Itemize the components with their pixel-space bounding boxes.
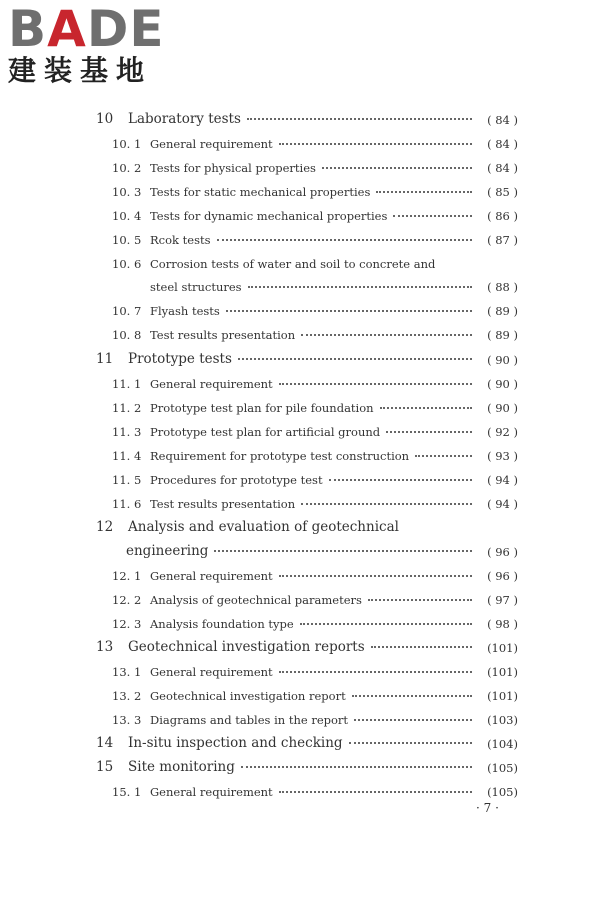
toc-chapter-row[interactable] [0,107,600,129]
toc-chapter-row[interactable] [0,755,600,777]
toc-title-line [128,759,478,775]
dot-leader [376,191,472,193]
logo-subtitle: 建装基地 [8,54,153,87]
toc-entry-title: Diagrams and tables in the report [150,713,349,727]
toc-title-line [128,519,518,535]
toc-entry-number: 11. 1 [112,377,142,391]
toc-page-ref: ( 86 ) [487,209,518,223]
toc-page-ref: ( 87 ) [487,233,518,247]
toc-entry-title: Test results presentation [150,497,296,511]
toc-section-row[interactable] [0,683,600,705]
toc-title-line [128,111,478,127]
toc-entry-number: 10. 3 [112,185,142,199]
toc-entry-title: Corrosion tests of water and soil to concrete and [150,257,436,271]
toc-entry-number: 10. 1 [112,137,142,151]
toc-entry-title: Analysis of geotechnical parameters [150,593,362,607]
dot-leader [248,286,472,288]
toc-title-line [150,137,478,151]
dot-leader [368,599,472,601]
toc-entry-number: 13 [96,639,114,655]
dot-leader [279,143,472,145]
toc-section-row[interactable] [0,443,600,465]
toc-entry-title: Site monitoring [128,759,235,775]
dot-leader [380,407,472,409]
toc-entry-title: General requirement [150,569,273,583]
toc-title-line [150,209,478,223]
toc-chapter-row[interactable] [0,347,600,369]
toc-page-ref: ( 85 ) [487,185,518,199]
toc-title-line [150,185,478,199]
toc-title-line [150,401,478,415]
dot-leader [279,671,472,673]
toc-section-row[interactable] [0,587,600,609]
toc-entry-number: 10. 4 [112,209,142,223]
toc-page-ref: (103) [487,713,518,727]
toc-title-line [128,639,478,655]
toc-section-row[interactable] [0,491,600,513]
toc-entry-title: Prototype tests [128,351,232,367]
dot-leader [238,358,472,360]
toc-entry-number: 13. 1 [112,665,142,679]
toc-title-line [150,569,478,583]
toc-page-ref: ( 96 ) [487,569,518,583]
toc-entry-title: Tests for dynamic mechanical properties [150,209,388,223]
toc-page-ref: ( 94 ) [487,497,518,511]
toc-entry-number: 11. 4 [112,449,142,463]
toc-page-ref: ( 93 ) [487,449,518,463]
toc-entry-number: 10. 2 [112,161,142,175]
toc-entry-number: 10. 5 [112,233,142,247]
toc-entry-number: 11. 3 [112,425,142,439]
dot-leader [300,623,472,625]
toc-entry-number: 14 [96,735,114,751]
toc-entry-number: 11. 6 [112,497,142,511]
toc-page-ref: ( 89 ) [487,304,518,318]
toc-section-row[interactable] [0,227,600,249]
toc-section-row[interactable] [0,419,600,441]
toc-chapter-row[interactable] [0,635,600,657]
toc-title-line [150,304,478,318]
toc-entry-title: Rcok tests [150,233,211,247]
dot-leader [354,719,472,721]
toc-title-line [150,328,478,342]
toc-title-line [150,617,478,631]
toc-entry-number: 15 [96,759,114,775]
toc-entry-number: 13. 2 [112,689,142,703]
toc-section-row[interactable] [0,395,600,417]
toc-entry-title: Requirement for prototype test construction [150,449,410,463]
toc-entry-number: 10. 6 [112,257,142,271]
toc-title-line [150,377,478,391]
toc-page-ref: (105) [487,761,518,775]
toc-section-row[interactable] [0,707,600,729]
toc-entry-title: Analysis and evaluation of geotechnical [128,519,399,535]
toc-entry-number: 11 [96,351,114,367]
toc-section-row[interactable] [0,155,600,177]
toc-entry-title: Flyash tests [150,304,220,318]
toc-entry-number: 15. 1 [112,785,142,799]
toc-section-row[interactable] [0,298,600,320]
logo-wordmark: BADE [8,0,165,58]
toc-entry-number: 11. 5 [112,473,142,487]
page-number: · 7 · [476,801,499,815]
toc-section-row[interactable] [0,467,600,489]
toc-entry-number: 12 [96,519,114,535]
toc-entry-title: Test results presentation [150,328,296,342]
toc-title-line [150,280,478,294]
toc-section-row[interactable] [0,563,600,585]
toc-section-row[interactable] [0,203,600,225]
toc-entry-title: General requirement [150,137,273,151]
dot-leader [301,334,472,336]
dot-leader [349,742,472,744]
toc-entry-title: Geotechnical investigation report [150,689,346,703]
toc-chapter-row[interactable] [0,515,600,537]
toc-section-row[interactable] [0,131,600,153]
toc-section-row[interactable] [0,371,600,393]
dot-leader [386,431,472,433]
toc-page-ref: ( 88 ) [487,280,518,294]
toc-section-row[interactable] [0,779,600,801]
dot-leader [247,118,472,120]
toc-page-ref: (101) [487,689,518,703]
dot-leader [352,695,472,697]
toc-title-line [150,785,478,799]
dot-leader [301,503,472,505]
toc-entry-number: 10 [96,111,114,127]
dot-leader [279,383,472,385]
toc-title-line [150,449,478,463]
toc-entry-title: steel structures [150,280,242,294]
toc-entry-number: 12. 3 [112,617,142,631]
toc-page-ref: ( 97 ) [487,593,518,607]
dot-leader [329,479,472,481]
dot-leader [415,455,472,457]
toc-entry-number: 10. 7 [112,304,142,318]
toc-title-line [150,665,478,679]
toc-page-ref: ( 89 ) [487,328,518,342]
toc-page-ref: ( 90 ) [487,401,518,415]
toc-entry-number: 13. 3 [112,713,142,727]
toc-chapter-row[interactable] [0,731,600,753]
toc-entry-number: 12. 1 [112,569,142,583]
toc-section-row[interactable] [0,274,600,296]
toc-title-line [150,233,478,247]
toc-title-line [150,689,478,703]
toc-title-line [150,473,478,487]
toc-page-ref: ( 98 ) [487,617,518,631]
toc-page-ref: ( 84 ) [487,113,518,127]
toc-title-line [150,161,478,175]
dot-leader [322,167,472,169]
toc-entry-title: Tests for static mechanical properties [150,185,371,199]
toc-page-ref: (105) [487,785,518,799]
dot-leader [279,575,472,577]
toc-title-line [126,543,478,559]
toc-page-ref: (101) [487,641,518,655]
toc-entry-title: Tests for physical properties [150,161,316,175]
toc-page-ref: ( 90 ) [487,377,518,391]
toc-title-line [150,257,518,271]
dot-leader [279,791,472,793]
toc-title-line [150,497,478,511]
toc-page-ref: (104) [487,737,518,751]
toc-title-line [150,713,478,727]
toc-section-row[interactable] [0,322,600,344]
toc-entry-title: engineering [126,543,209,559]
toc-page-ref: ( 84 ) [487,161,518,175]
toc-title-line [150,425,478,439]
toc-entry-title: General requirement [150,377,273,391]
toc-entry-number: 12. 2 [112,593,142,607]
toc-page-ref: ( 94 ) [487,473,518,487]
toc-entry-title: In-situ inspection and checking [128,735,343,751]
toc-section-row[interactable] [0,251,600,273]
toc-entry-title: Geotechnical investigation reports [128,639,365,655]
dot-leader [217,239,473,241]
toc-entry-title: Analysis foundation type [150,617,294,631]
dot-leader [371,646,472,648]
toc-entry-title: General requirement [150,665,273,679]
dot-leader [393,215,472,217]
toc-entry-title: General requirement [150,785,273,799]
toc-page-ref: ( 84 ) [487,137,518,151]
toc-page-ref: ( 96 ) [487,545,518,559]
toc-title-line [128,351,478,367]
toc-title-line [128,735,478,751]
toc-entry-title: Procedures for prototype test [150,473,323,487]
toc-entry-number: 10. 8 [112,328,142,342]
dot-leader [241,766,472,768]
toc-section-row[interactable] [0,179,600,201]
toc-page-ref: (101) [487,665,518,679]
dot-leader [214,550,472,552]
toc-entry-number: 11. 2 [112,401,142,415]
toc-page-ref: ( 92 ) [487,425,518,439]
toc-chapter-row[interactable] [0,539,600,561]
toc-section-row[interactable] [0,611,600,633]
dot-leader [226,310,472,312]
toc-section-row[interactable] [0,659,600,681]
toc-entry-title: Laboratory tests [128,111,241,127]
toc-title-line [150,593,478,607]
bade-logo [8,0,178,87]
toc-entry-title: Prototype test plan for artificial ground [150,425,381,439]
toc-entry-title: Prototype test plan for pile foundation [150,401,374,415]
toc-page-ref: ( 90 ) [487,353,518,367]
